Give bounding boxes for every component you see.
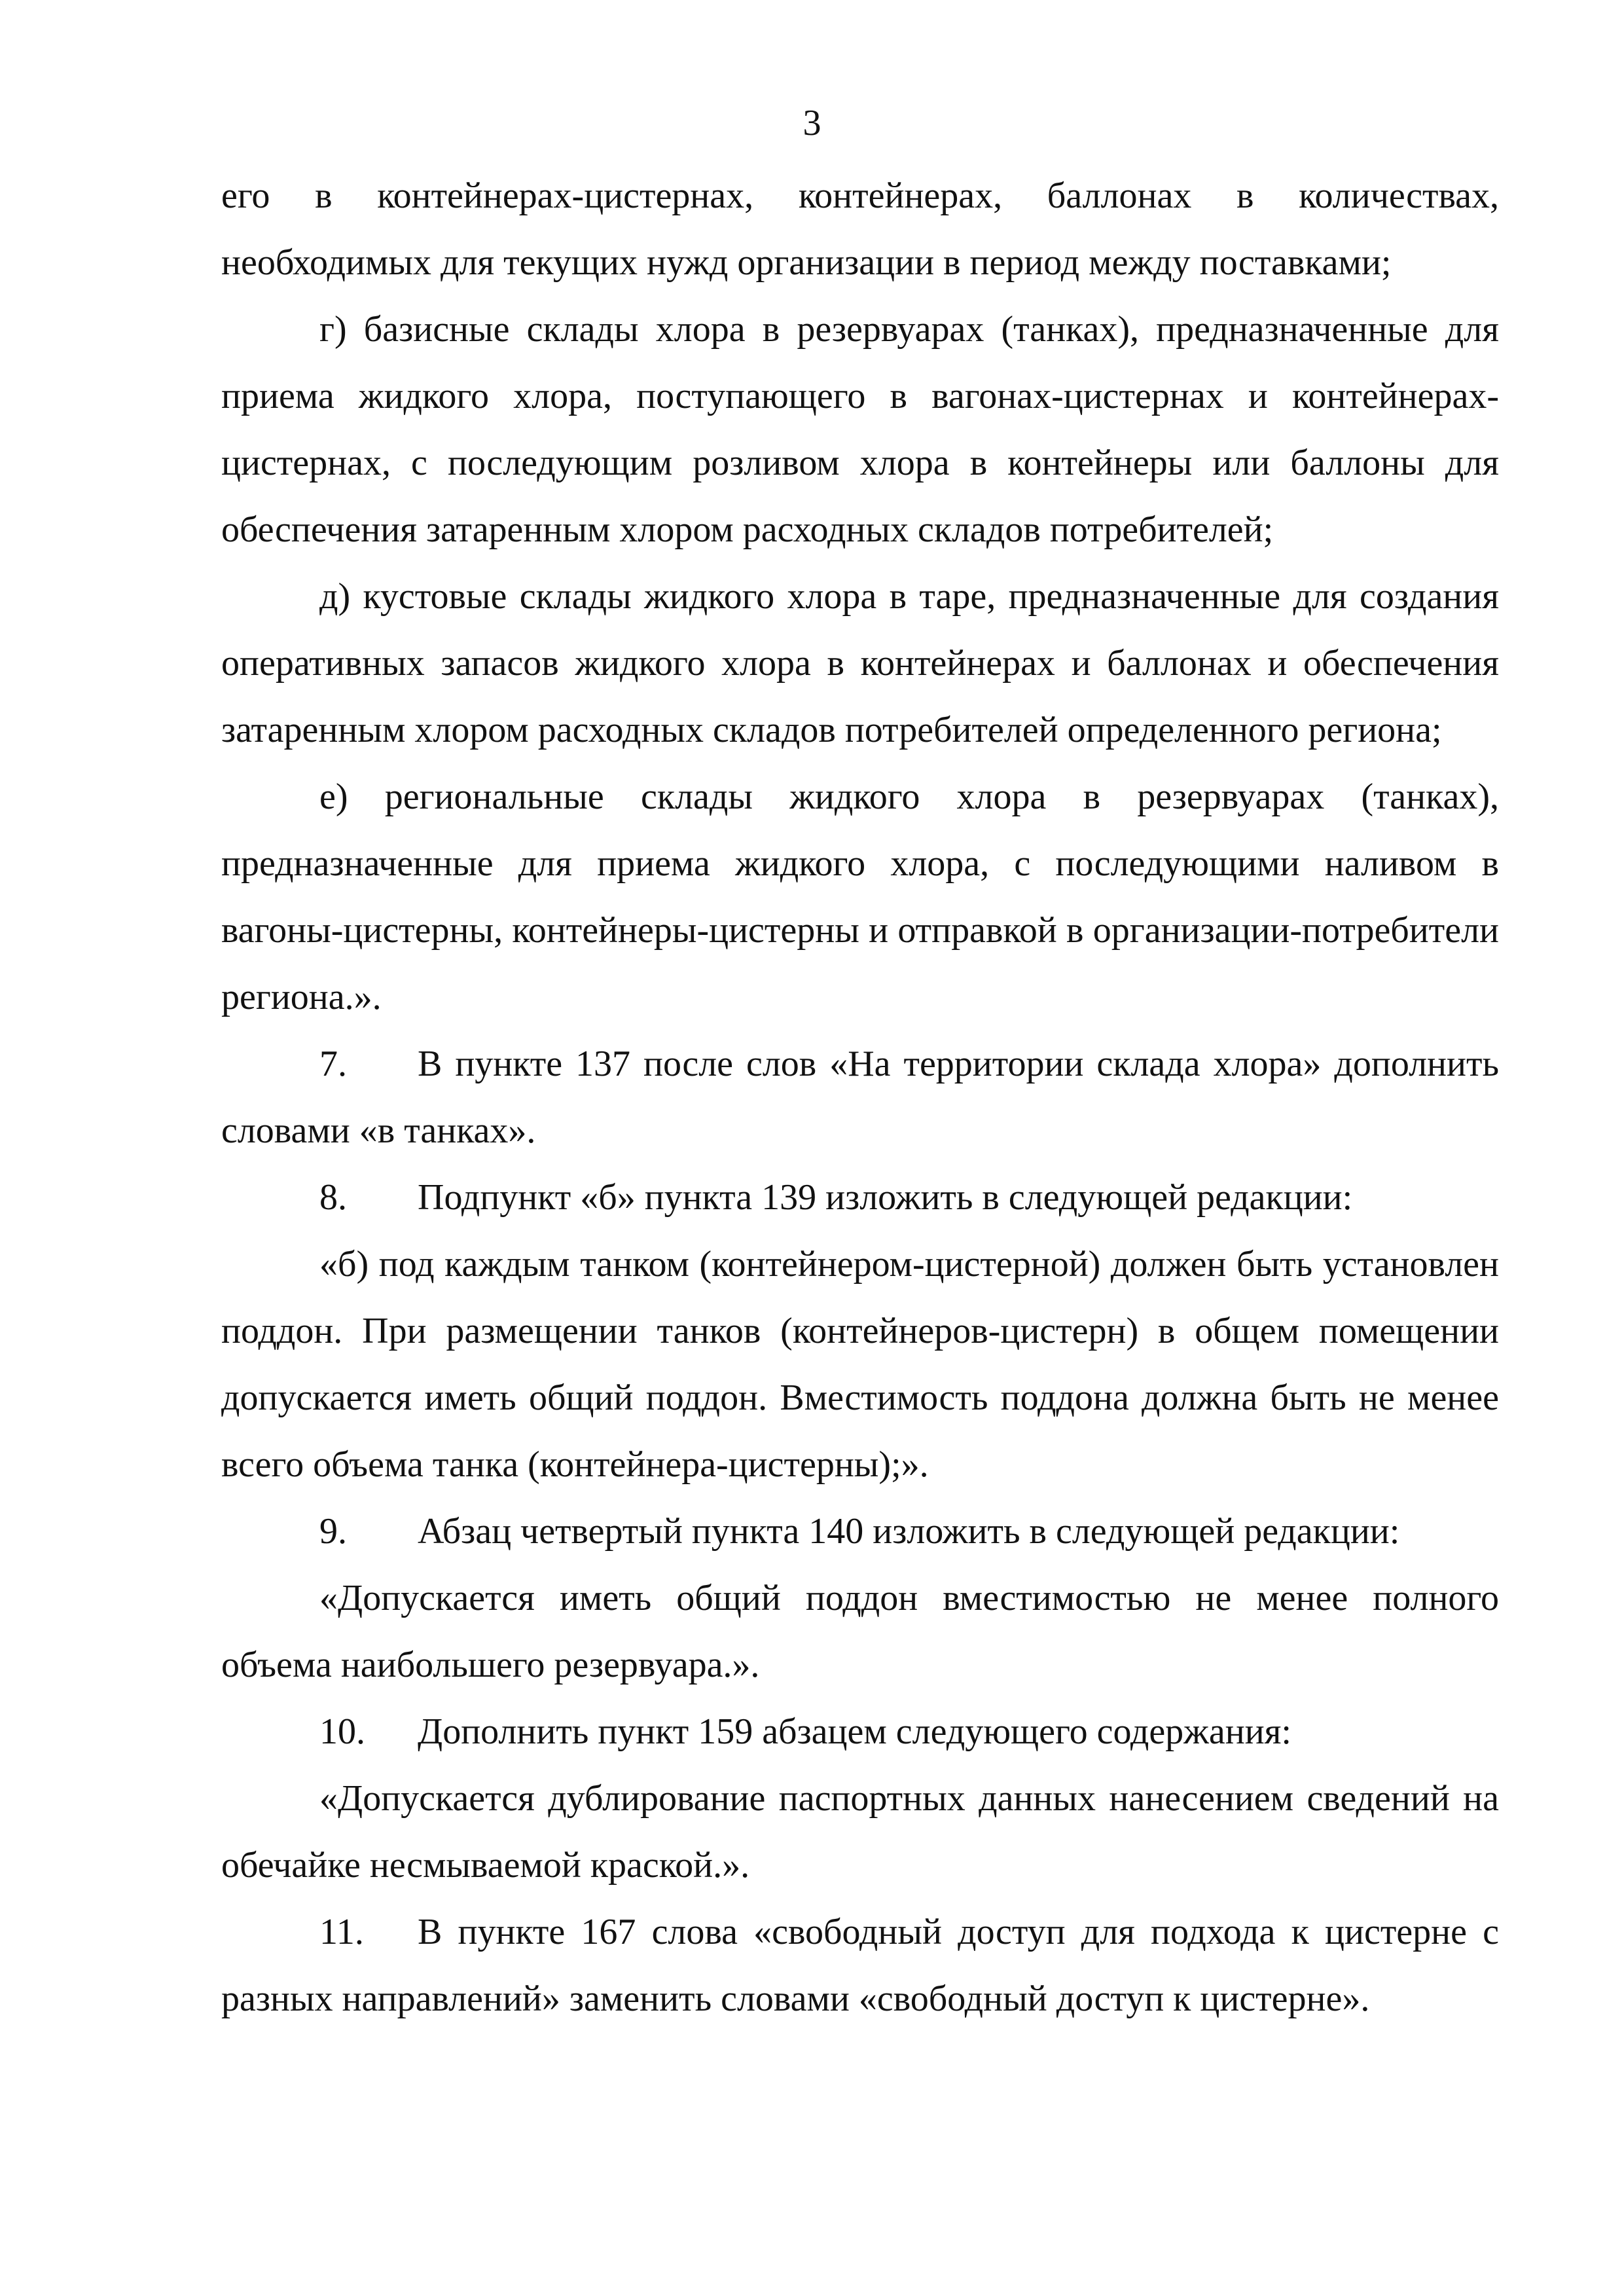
paragraph-item-g: г) базисные склады хлора в резервуарах (танках), предназначенные для приема жидкого хлора, поступающего в вагонах-цистернах и контейнерах-цистернах, с последующим розливом хлора в контейнеры или баллоны для обеспечения затаренным хлором расходных складов потребителей; <box>221 309 1499 550</box>
item-number: 11. <box>319 1912 364 1952</box>
numbered-item-9 <box>221 1498 1499 1565</box>
item-text: Дополнить пункт 159 абзацем следующего содержания: <box>418 1711 1291 1752</box>
paragraph-quote-tray: «Допускается иметь общий поддон вместимостью не менее полного объема наибольшего резервуара.». <box>221 1578 1499 1685</box>
item-text: Подпункт «б» пункта 139 изложить в следующей редакции: <box>418 1177 1353 1218</box>
numbered-item-7 <box>221 1030 1499 1164</box>
item-text: В пункте 137 после слов «На территории склада хлора» дополнить словами «в танках». <box>221 1044 1499 1151</box>
item-number: 10. <box>319 1711 365 1752</box>
numbered-item-10 <box>221 1698 1499 1765</box>
numbered-item-8 <box>221 1164 1499 1231</box>
paragraph-quote-passport: «Допускается дублирование паспортных данных нанесением сведений на обечайке несмываемой краской.». <box>221 1778 1499 1886</box>
item-number: 9. <box>319 1511 347 1552</box>
paragraph-continuation: его в контейнерах-цистернах, контейнерах, баллонах в количествах, необходимых для текущих нужд организации в период между поставками; <box>221 175 1499 283</box>
paragraph-item-e: е) региональные склады жидкого хлора в резервуарах (танках), предназначенные для приема жидкого хлора, с последующими наливом в вагоны-цистерны, контейнеры-цистерны и отправкой в организации-потребители региона.». <box>221 776 1499 1017</box>
paragraph-quote-b: «б) под каждым танком (контейнером-цистерной) должен быть установлен поддон. При размещении танков (контейнеров-цистерн) в общем помещении допускается иметь общий поддон. Вместимость поддона должна быть не менее всего объема танка (контейнера-цистерны);». <box>221 1244 1499 1485</box>
item-text: В пункте 167 слова «свободный доступ для подхода к цистерне с разных направлений» заменить словами «свободный доступ к цистерне». <box>221 1912 1499 2019</box>
page-number: 3 <box>803 103 821 143</box>
paragraph-item-d: д) кустовые склады жидкого хлора в таре, предназначенные для создания оперативных запасов жидкого хлора в контейнерах и баллонах и обеспечения затаренным хлором расходных складов потребителей определенного региона; <box>221 576 1499 750</box>
item-number: 8. <box>319 1177 347 1218</box>
document-body <box>221 162 1499 2032</box>
item-number: 7. <box>319 1044 347 1084</box>
numbered-item-11 <box>221 1899 1499 2032</box>
item-text: Абзац четвертый пункта 140 изложить в следующей редакции: <box>418 1511 1400 1552</box>
